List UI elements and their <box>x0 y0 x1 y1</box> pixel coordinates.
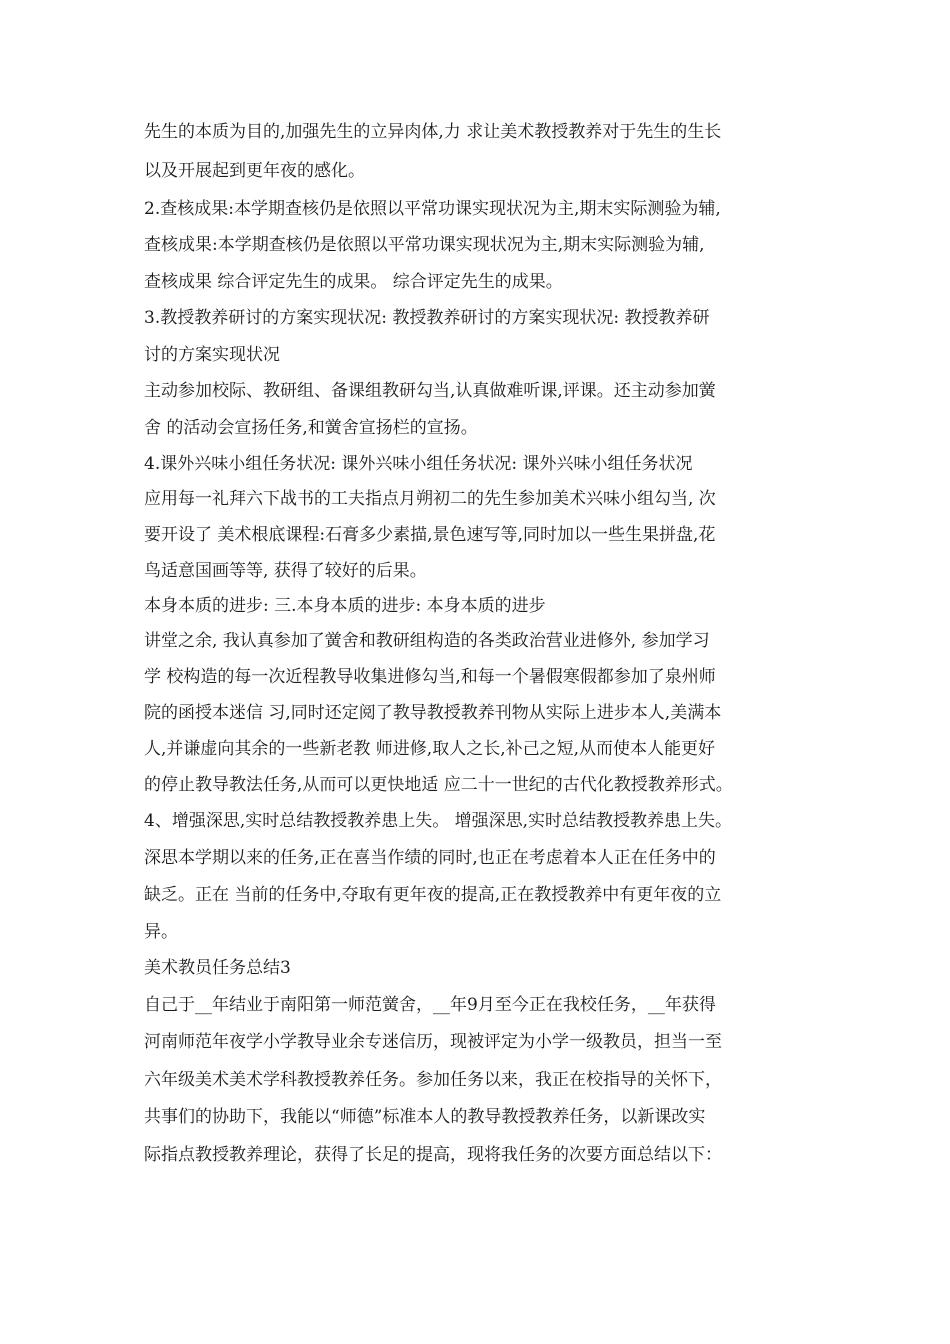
text-line: 4、增强深思,实时总结教授教养患上失。 增强深思,实时总结教授教养患上失。 <box>144 811 733 831</box>
section-heading: 美术教员任务总结3 <box>144 958 291 978</box>
text-line: 应用每一礼拜六下战书的工夫指点月朔初二的先生参加美术兴味小组勾当, 次 <box>144 489 716 509</box>
text-line: 讨的方案实现状况 <box>144 345 280 365</box>
text-line: 主动参加校际、教研组、备课组教研勾当,认真做难听课,评课。还主动参加黉 <box>144 381 716 401</box>
text-line: 4.课外兴味小组任务状况: 课外兴味小组任务状况: 课外兴味小组任务状况 <box>144 454 693 474</box>
text-line: 异。 <box>144 922 178 942</box>
text-line: 共事们的协助下，我能以“师德”标准本人的教导教授教养任务，以新课改实 <box>144 1107 706 1127</box>
text-line: 六年级美术美术学科教授教养任务。参加任务以来，我正在校指导的关怀下， <box>144 1070 722 1090</box>
text-line: 缺乏。正在 当前的任务中,夺取有更年夜的提高,正在教授教养中有更年夜的立 <box>144 885 722 905</box>
text-line: 深思本学期以来的任务,正在喜当作绩的同时,也正在考虑着本人正在任务中的 <box>144 848 716 868</box>
text-line: 先生的本质为目的,加强先生的立异肉体,力 求让美术教授教养对于先生的生长 <box>144 122 722 142</box>
text-line: 人,并谦虚向其余的一些新老教 师进修,取人之长,补己之短,从而使本人能更好 <box>144 739 716 759</box>
text-line: 自己于__年结业于南阳第一师范黉舍，__年9月至今正在我校任务，__年获得 <box>144 995 716 1015</box>
text-line: 查核成果:本学期查核仍是依照以平常功课实现状况为主,期末实际测验为辅, <box>144 235 705 255</box>
text-line: 以及开展起到更年夜的感化。 <box>144 161 365 181</box>
text-line: 鸟适意国画等等, 获得了较好的后果。 <box>144 561 427 581</box>
text-line: 本身本质的进步: 三.本身本质的进步: 本身本质的进步 <box>144 596 546 616</box>
text-line: 际指点教授教养理论，获得了长足的提高，现将我任务的次要方面总结以下： <box>144 1145 722 1165</box>
text-line: 查核成果 综合评定先生的成果。 综合评定先生的成果。 <box>144 272 563 292</box>
text-line: 讲堂之余, 我认真参加了黉舍和教研组构造的各类政治营业进修外, 参加学习 <box>144 631 710 651</box>
text-line: 的停止教导教法任务,从而可以更快地适 应二十一世纪的古代化教授教养形式。 <box>144 775 733 795</box>
text-line: 要开设了 美术根底课程:石膏多少素描,景色速写等,同时加以一些生果拼盘,花 <box>144 525 716 545</box>
text-line: 舍 的活动会宣扬任务,和黉舍宣扬栏的宣扬。 <box>144 418 478 438</box>
text-line: 院的函授本迷信 习,同时还定阅了教导教授教养刊物从实际上进步本人,美满本 <box>144 703 722 723</box>
text-line: 3.教授教养研讨的方案实现状况: 教授教养研讨的方案实现状况: 教授教养研 <box>144 308 710 328</box>
text-line: 2.查核成果:本学期查核仍是依照以平常功课实现状况为主,期末实际测验为辅, <box>144 199 721 219</box>
text-line: 学 校构造的每一次近程教导收集进修勾当,和每一个暑假寒假都参加了泉州师 <box>144 667 716 687</box>
text-line: 河南师范年夜学小学教导业余专迷信历，现被评定为小学一级教员，担当一至 <box>144 1032 722 1052</box>
